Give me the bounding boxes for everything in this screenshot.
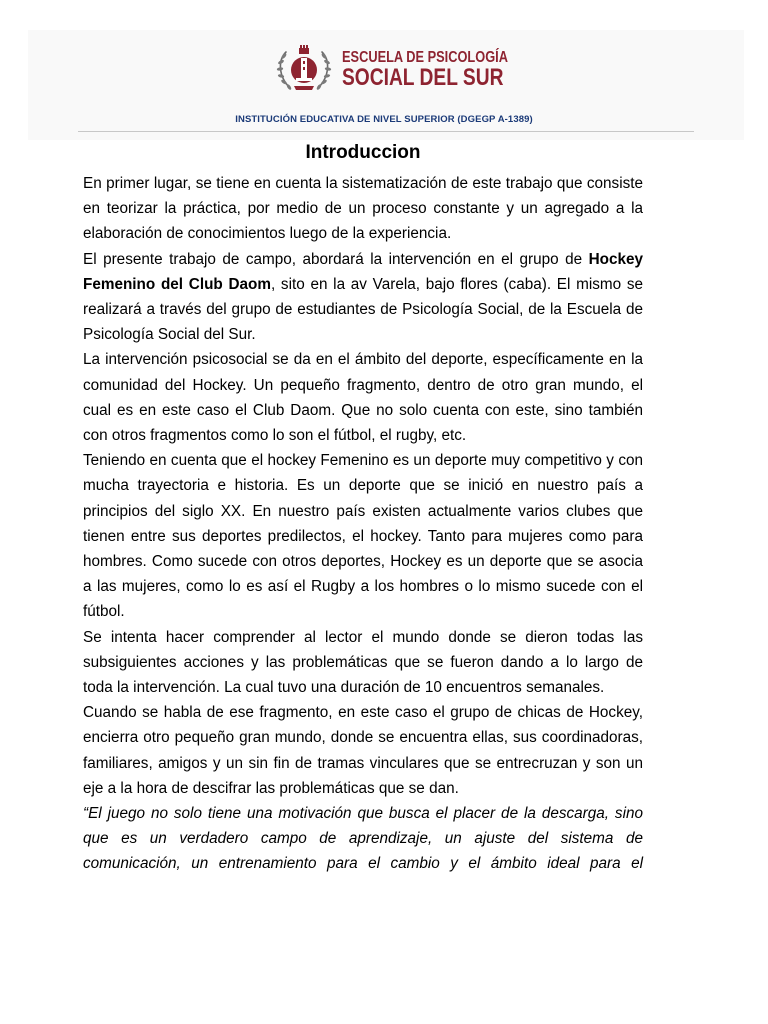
quote-paragraph: “El juego no solo tiene una motivación que busca el placer de la descarga, sino que es un verdadero campo de aprendizaje, un ajuste del sistema de comunicación, un entrenamiento para el cambio y el ámbito ideal para el	[83, 805, 643, 873]
logo-wordmark	[342, 50, 508, 90]
school-logo	[268, 40, 508, 98]
institution-subtitle: INSTITUCIÓN EDUCATIVA DE NIVEL SUPERIOR (DGEGP A-1389)	[235, 114, 533, 125]
paragraph-6: Cuando se habla de ese fragmento, en este caso el grupo de chicas de Hockey, encierra otro pequeño gran mundo, donde se encuentra ellas, sus coordinadoras, familiares, amigos y un sin fin de tramas vinculares que se entrecruzan y son un eje a la hora de descifrar las problemáticas que se dan.	[83, 704, 643, 797]
page-title: Introduccion	[305, 142, 421, 163]
header-divider	[78, 131, 694, 132]
paragraph-5: Se intenta hacer comprender al lector el mundo donde se dieron todas las subsiguientes acciones y las problemáticas que se fueron dando a lo largo de toda la intervención. La cual tuvo una duración de 10 encuentros semanales.	[83, 628, 643, 697]
paragraph-2	[83, 247, 643, 348]
logo-line-1: ESCUELA DE PSICOLOGÍA	[342, 49, 508, 66]
paragraph-1: En primer lugar, se tiene en cuenta la sistematización de este trabajo que consiste en teorizar la práctica, por medio de un proceso constante y un agregado a la elaboración de conocimientos luego de la experiencia.	[83, 175, 643, 243]
paragraph-2-start: El presente trabajo de campo, abordará la intervención en el grupo de	[83, 250, 589, 268]
paragraph-4: Teniendo en cuenta que el hockey Femenino es un deporte muy competitivo y con mucha trayectoria e historia. Es un deporte que se inició en nuestro país a principios del siglo XX. En nuestro país existen actualmente varios clubes que tienen entre sus deportes predilectos, el hockey. Tanto para mujeres como para hombres. Como sucede con otros deportes, Hockey es un deporte que se asocia a las mujeres, como lo es así el Rugby a los hombres o lo mismo sucede con el fútbol.	[83, 452, 643, 621]
laurel-wreath-tower-emblem-icon	[272, 42, 336, 96]
paragraph-2-bold: Hockey Femenino del Club Daom	[83, 250, 643, 293]
paragraph-2-end: , sito en la av Varela, bajo flores (caba). El mismo se realizará a través del grupo de estudiantes de Psicología Social, de la Escuela de Psicología Social del Sur.	[83, 275, 643, 344]
logo-line-2: SOCIAL DEL SUR	[342, 64, 504, 91]
paragraph-3: La intervención psicosocial se da en el ámbito del deporte, específicamente en la comunidad del Hockey. Un pequeño fragmento, dentro de otro gran mundo, el cual es en este caso el Club Daom. Que no solo cuenta con este, sino también con otros fragmentos como lo son el fútbol, el rugby, etc.	[83, 351, 643, 445]
document-body	[83, 171, 643, 877]
